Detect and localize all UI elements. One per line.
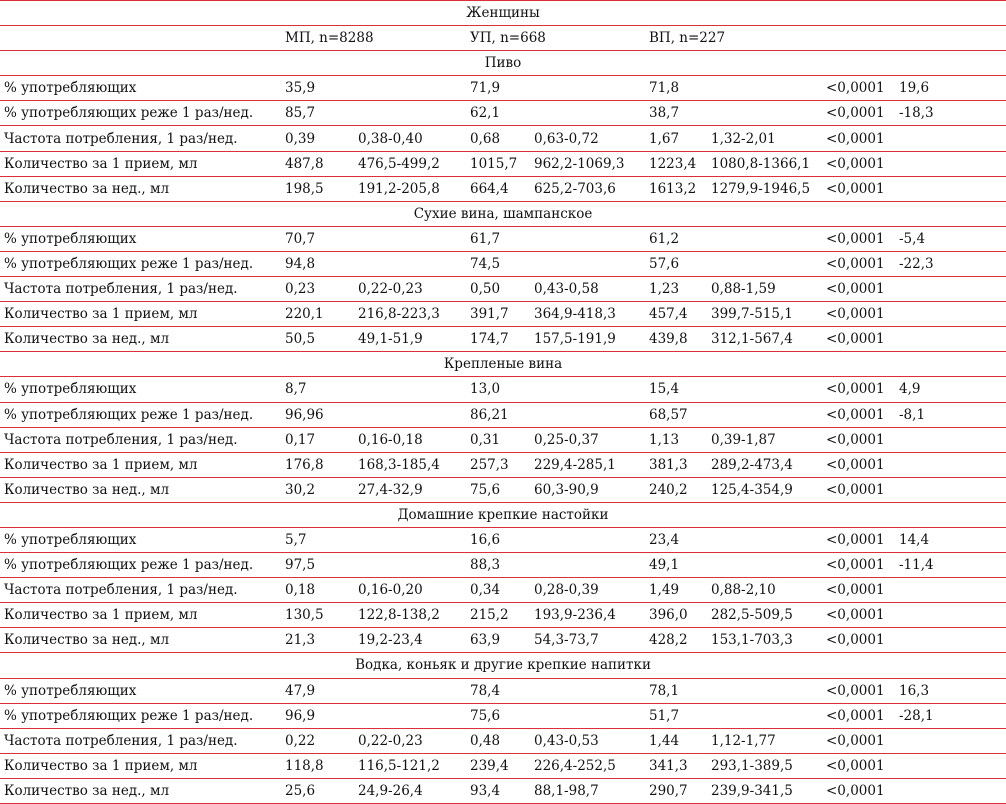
up-value: 0,50 (465, 277, 529, 302)
up-ci: 157,5-191,9 (529, 327, 644, 352)
section-title: Пиво (0, 51, 1006, 76)
vp-ci: 0,88-2,10 (706, 578, 821, 603)
up-value: 664,4 (465, 176, 529, 201)
vp-value: 49,1 (644, 553, 706, 578)
mp-ci: 116,5-121,2 (353, 753, 465, 778)
diff-value: -22,3 (894, 251, 1006, 276)
up-ci: 193,9-236,4 (529, 603, 644, 628)
mp-ci (353, 76, 465, 101)
mp-ci (353, 553, 465, 578)
diff-value (894, 427, 1006, 452)
mp-value: 220,1 (280, 302, 353, 327)
vp-ci: 153,1-703,3 (706, 628, 821, 653)
vp-ci (706, 101, 821, 126)
up-value: 78,4 (465, 678, 529, 703)
table-row (0, 527, 1006, 552)
vp-ci: 1080,8-1366,1 (706, 151, 821, 176)
p-value: <0,0001 (821, 402, 894, 427)
mp-ci: 216,8-223,3 (353, 302, 465, 327)
vp-ci: 293,1-389,5 (706, 753, 821, 778)
vp-ci (706, 226, 821, 251)
diff-value (894, 327, 1006, 352)
up-value: 75,6 (465, 703, 529, 728)
group-header-up: УП, n=668 (465, 26, 644, 51)
section-header-row (0, 653, 1006, 678)
p-value: <0,0001 (821, 251, 894, 276)
table-row (0, 703, 1006, 728)
row-label: Количество за нед., мл (0, 327, 280, 352)
mp-value: 5,7 (280, 527, 353, 552)
vp-value: 439,8 (644, 327, 706, 352)
diff-value: 16,3 (894, 678, 1006, 703)
table-row (0, 277, 1006, 302)
vp-value: 1,13 (644, 427, 706, 452)
row-label: % употребляющих реже 1 раз/нед. (0, 703, 280, 728)
group-header-mp: МП, n=8288 (280, 26, 465, 51)
mp-value: 97,5 (280, 553, 353, 578)
row-label: Количество за 1 прием, мл (0, 302, 280, 327)
up-ci (529, 527, 644, 552)
up-value: 0,31 (465, 427, 529, 452)
mp-value: 0,17 (280, 427, 353, 452)
mp-ci: 24,9-26,4 (353, 778, 465, 803)
row-label: Частота потребления, 1 раз/нед. (0, 728, 280, 753)
section-title: Домашние крепкие настойки (0, 502, 1006, 527)
up-ci: 0,25-0,37 (529, 427, 644, 452)
table-row (0, 628, 1006, 653)
vp-value: 15,4 (644, 377, 706, 402)
mp-value: 94,8 (280, 251, 353, 276)
up-value: 239,4 (465, 753, 529, 778)
diff-value (894, 728, 1006, 753)
mp-value: 96,96 (280, 402, 353, 427)
mp-ci: 49,1-51,9 (353, 327, 465, 352)
mp-ci: 122,8-138,2 (353, 603, 465, 628)
up-value: 88,3 (465, 553, 529, 578)
table-body (0, 1, 1006, 804)
vp-value: 341,3 (644, 753, 706, 778)
up-ci: 60,3-90,9 (529, 477, 644, 502)
vp-ci: 1,12-1,77 (706, 728, 821, 753)
vp-ci (706, 377, 821, 402)
vp-value: 1613,2 (644, 176, 706, 201)
mp-ci: 0,16-0,20 (353, 578, 465, 603)
diff-value (894, 778, 1006, 803)
mp-ci: 0,22-0,23 (353, 277, 465, 302)
mp-ci: 191,2-205,8 (353, 176, 465, 201)
up-ci: 54,3-73,7 (529, 628, 644, 653)
up-value: 215,2 (465, 603, 529, 628)
vp-value: 78,1 (644, 678, 706, 703)
diff-value (894, 477, 1006, 502)
row-label: % употребляющих реже 1 раз/нед. (0, 251, 280, 276)
mp-ci (353, 703, 465, 728)
up-value: 86,21 (465, 402, 529, 427)
diff-value (894, 277, 1006, 302)
row-label: Частота потребления, 1 раз/нед. (0, 578, 280, 603)
up-value: 61,7 (465, 226, 529, 251)
vp-ci: 289,2-473,4 (706, 452, 821, 477)
up-ci (529, 226, 644, 251)
mp-ci (353, 402, 465, 427)
up-ci (529, 101, 644, 126)
diff-value (894, 578, 1006, 603)
section-title: Крепленые вина (0, 352, 1006, 377)
up-ci (529, 76, 644, 101)
mp-value: 8,7 (280, 377, 353, 402)
up-value: 75,6 (465, 477, 529, 502)
table-row (0, 753, 1006, 778)
mp-value: 35,9 (280, 76, 353, 101)
up-ci: 962,2-1069,3 (529, 151, 644, 176)
vp-ci: 1,32-2,01 (706, 126, 821, 151)
up-ci: 625,2-703,6 (529, 176, 644, 201)
table-row (0, 728, 1006, 753)
mp-value: 118,8 (280, 753, 353, 778)
table-row (0, 76, 1006, 101)
table-row (0, 477, 1006, 502)
row-label: % употребляющих (0, 527, 280, 552)
up-ci: 0,43-0,58 (529, 277, 644, 302)
table-row (0, 553, 1006, 578)
table-row (0, 151, 1006, 176)
mp-value: 0,18 (280, 578, 353, 603)
table-row (0, 452, 1006, 477)
p-value: <0,0001 (821, 126, 894, 151)
mp-value: 50,5 (280, 327, 353, 352)
p-value: <0,0001 (821, 753, 894, 778)
row-label: Количество за 1 прием, мл (0, 452, 280, 477)
vp-ci (706, 678, 821, 703)
mp-ci (353, 226, 465, 251)
diff-value (894, 603, 1006, 628)
row-label: Количество за нед., мл (0, 778, 280, 803)
vp-ci (706, 527, 821, 552)
up-ci: 0,43-0,53 (529, 728, 644, 753)
diff-value (894, 126, 1006, 151)
section-header-row (0, 502, 1006, 527)
mp-ci (353, 527, 465, 552)
section-header-row (0, 51, 1006, 76)
p-value: <0,0001 (821, 728, 894, 753)
mp-ci: 0,22-0,23 (353, 728, 465, 753)
mp-value: 70,7 (280, 226, 353, 251)
diff-value: -11,4 (894, 553, 1006, 578)
vp-value: 396,0 (644, 603, 706, 628)
up-value: 74,5 (465, 251, 529, 276)
vp-value: 1,44 (644, 728, 706, 753)
mp-value: 25,6 (280, 778, 353, 803)
section-header-row (0, 352, 1006, 377)
mp-value: 96,9 (280, 703, 353, 728)
table-row (0, 101, 1006, 126)
row-label: % употребляющих реже 1 раз/нед. (0, 402, 280, 427)
mp-value: 0,23 (280, 277, 353, 302)
mp-value: 487,8 (280, 151, 353, 176)
section-title: Сухие вина, шампанское (0, 201, 1006, 226)
p-value: <0,0001 (821, 76, 894, 101)
diff-value: 19,6 (894, 76, 1006, 101)
vp-value: 57,6 (644, 251, 706, 276)
vp-ci (706, 703, 821, 728)
p-value: <0,0001 (821, 527, 894, 552)
mp-ci: 27,4-32,9 (353, 477, 465, 502)
diff-value (894, 753, 1006, 778)
mp-ci: 0,38-0,40 (353, 126, 465, 151)
vp-ci: 0,88-1,59 (706, 277, 821, 302)
p-value: <0,0001 (821, 226, 894, 251)
mp-ci (353, 101, 465, 126)
up-ci (529, 251, 644, 276)
p-value: <0,0001 (821, 377, 894, 402)
vp-ci: 312,1-567,4 (706, 327, 821, 352)
row-label: Частота потребления, 1 раз/нед. (0, 277, 280, 302)
section-title: Водка, коньяк и другие крепкие напитки (0, 653, 1006, 678)
vp-value: 457,4 (644, 302, 706, 327)
up-value: 174,7 (465, 327, 529, 352)
row-label: Частота потребления, 1 раз/нед. (0, 427, 280, 452)
up-ci (529, 553, 644, 578)
table-row (0, 402, 1006, 427)
table-row (0, 226, 1006, 251)
table-row (0, 603, 1006, 628)
p-value: <0,0001 (821, 703, 894, 728)
vp-value: 71,8 (644, 76, 706, 101)
row-label: % употребляющих реже 1 раз/нед. (0, 553, 280, 578)
vp-ci (706, 553, 821, 578)
diff-value: -5,4 (894, 226, 1006, 251)
vp-value: 428,2 (644, 628, 706, 653)
mp-value: 0,39 (280, 126, 353, 151)
row-label: Частота потребления, 1 раз/нед. (0, 126, 280, 151)
table-row (0, 778, 1006, 803)
vp-ci: 399,7-515,1 (706, 302, 821, 327)
vp-value: 38,7 (644, 101, 706, 126)
up-value: 0,34 (465, 578, 529, 603)
up-ci: 0,63-0,72 (529, 126, 644, 151)
vp-value: 1,23 (644, 277, 706, 302)
up-value: 13,0 (465, 377, 529, 402)
table-row (0, 678, 1006, 703)
up-value: 62,1 (465, 101, 529, 126)
section-header-row (0, 201, 1006, 226)
mp-value: 85,7 (280, 101, 353, 126)
up-ci: 0,28-0,39 (529, 578, 644, 603)
diff-value: 4,9 (894, 377, 1006, 402)
row-label: Количество за нед., мл (0, 477, 280, 502)
p-value: <0,0001 (821, 176, 894, 201)
up-ci: 364,9-418,3 (529, 302, 644, 327)
mp-value: 47,9 (280, 678, 353, 703)
p-value: <0,0001 (821, 302, 894, 327)
row-label: Количество за нед., мл (0, 176, 280, 201)
p-value: <0,0001 (821, 578, 894, 603)
up-ci (529, 703, 644, 728)
mp-value: 21,3 (280, 628, 353, 653)
vp-value: 290,7 (644, 778, 706, 803)
mp-value: 176,8 (280, 452, 353, 477)
mp-ci: 0,16-0,18 (353, 427, 465, 452)
p-value: <0,0001 (821, 553, 894, 578)
vp-value: 240,2 (644, 477, 706, 502)
row-label: Количество за 1 прием, мл (0, 151, 280, 176)
vp-ci: 1279,9-1946,5 (706, 176, 821, 201)
vp-ci: 239,9-341,5 (706, 778, 821, 803)
vp-ci (706, 76, 821, 101)
table-row (0, 302, 1006, 327)
diff-value (894, 151, 1006, 176)
vp-ci: 282,5-509,5 (706, 603, 821, 628)
header-empty-cell (821, 26, 1006, 51)
up-value: 63,9 (465, 628, 529, 653)
mp-value: 30,2 (280, 477, 353, 502)
vp-value: 68,57 (644, 402, 706, 427)
up-value: 0,68 (465, 126, 529, 151)
vp-value: 23,4 (644, 527, 706, 552)
row-label: % употребляющих (0, 76, 280, 101)
diff-value (894, 628, 1006, 653)
diff-value (894, 452, 1006, 477)
table-row (0, 578, 1006, 603)
p-value: <0,0001 (821, 327, 894, 352)
p-value: <0,0001 (821, 427, 894, 452)
up-value: 1015,7 (465, 151, 529, 176)
row-label: % употребляющих (0, 377, 280, 402)
vp-ci (706, 402, 821, 427)
table-row (0, 327, 1006, 352)
table-title: Женщины (0, 1, 1006, 26)
table-row (0, 377, 1006, 402)
p-value: <0,0001 (821, 101, 894, 126)
up-ci (529, 678, 644, 703)
diff-value: 14,4 (894, 527, 1006, 552)
vp-ci: 125,4-354,9 (706, 477, 821, 502)
vp-value: 61,2 (644, 226, 706, 251)
row-label: % употребляющих (0, 226, 280, 251)
up-value: 257,3 (465, 452, 529, 477)
p-value: <0,0001 (821, 452, 894, 477)
up-value: 71,9 (465, 76, 529, 101)
up-value: 16,6 (465, 527, 529, 552)
mp-value: 0,22 (280, 728, 353, 753)
mp-value: 130,5 (280, 603, 353, 628)
row-label: Количество за нед., мл (0, 628, 280, 653)
table-row (0, 176, 1006, 201)
up-ci: 229,4-285,1 (529, 452, 644, 477)
vp-ci (706, 251, 821, 276)
p-value: <0,0001 (821, 678, 894, 703)
up-ci: 88,1-98,7 (529, 778, 644, 803)
table-row (0, 427, 1006, 452)
diff-value (894, 176, 1006, 201)
row-label: Количество за 1 прием, мл (0, 753, 280, 778)
diff-value: -28,1 (894, 703, 1006, 728)
p-value: <0,0001 (821, 778, 894, 803)
vp-value: 1223,4 (644, 151, 706, 176)
mp-ci (353, 377, 465, 402)
diff-value: -8,1 (894, 402, 1006, 427)
header-empty-cell (0, 26, 280, 51)
group-header-vp: ВП, n=227 (644, 26, 821, 51)
p-value: <0,0001 (821, 151, 894, 176)
row-label: % употребляющих реже 1 раз/нед. (0, 101, 280, 126)
up-value: 93,4 (465, 778, 529, 803)
p-value: <0,0001 (821, 628, 894, 653)
up-ci (529, 377, 644, 402)
up-value: 391,7 (465, 302, 529, 327)
mp-value: 198,5 (280, 176, 353, 201)
mp-ci: 168,3-185,4 (353, 452, 465, 477)
p-value: <0,0001 (821, 477, 894, 502)
vp-value: 51,7 (644, 703, 706, 728)
vp-value: 1,67 (644, 126, 706, 151)
table-row (0, 126, 1006, 151)
mp-ci: 476,5-499,2 (353, 151, 465, 176)
mp-ci (353, 678, 465, 703)
p-value: <0,0001 (821, 277, 894, 302)
up-value: 0,48 (465, 728, 529, 753)
diff-value: -18,3 (894, 101, 1006, 126)
row-label: Количество за 1 прием, мл (0, 603, 280, 628)
table-row (0, 251, 1006, 276)
vp-ci: 0,39-1,87 (706, 427, 821, 452)
vp-value: 1,49 (644, 578, 706, 603)
up-ci: 226,4-252,5 (529, 753, 644, 778)
diff-value (894, 302, 1006, 327)
up-ci (529, 402, 644, 427)
vp-value: 381,3 (644, 452, 706, 477)
p-value: <0,0001 (821, 603, 894, 628)
mp-ci (353, 251, 465, 276)
row-label: % употребляющих (0, 678, 280, 703)
mp-ci: 19,2-23,4 (353, 628, 465, 653)
title-row (0, 1, 1006, 26)
group-header-row (0, 26, 1006, 51)
